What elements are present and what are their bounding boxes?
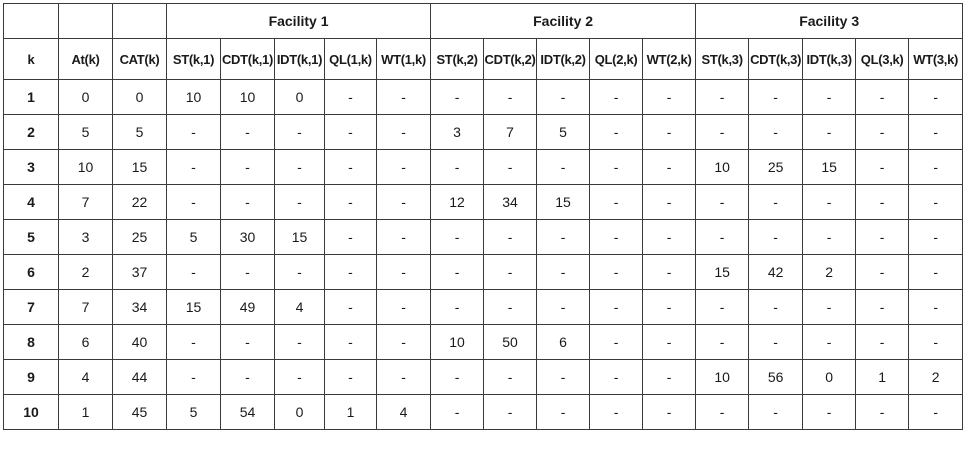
table-cell: - — [909, 115, 963, 150]
table-cell: - — [909, 255, 963, 290]
column-header: CDT(k,1) — [221, 39, 275, 80]
row-index-cell: 5 — [4, 220, 59, 255]
table-cell: - — [643, 220, 696, 255]
table-cell: - — [749, 325, 803, 360]
table-cell: 3 — [431, 115, 484, 150]
table-cell: 3 — [59, 220, 113, 255]
table-cell: - — [275, 325, 325, 360]
table-cell: - — [643, 80, 696, 115]
table-cell: - — [749, 290, 803, 325]
column-header: ST(k,2) — [431, 39, 484, 80]
row-index-cell: 10 — [4, 395, 59, 430]
table-cell: - — [484, 150, 537, 185]
table-cell: - — [431, 220, 484, 255]
table-cell: - — [537, 395, 590, 430]
table-cell: - — [431, 395, 484, 430]
table-cell: - — [803, 115, 856, 150]
table-cell: - — [325, 255, 377, 290]
table-cell: - — [431, 150, 484, 185]
table-cell: - — [377, 185, 431, 220]
table-cell: - — [590, 255, 643, 290]
table-cell: 1 — [325, 395, 377, 430]
table-cell: 2 — [803, 255, 856, 290]
table-cell: - — [484, 360, 537, 395]
table-cell: - — [221, 255, 275, 290]
table-cell: - — [537, 150, 590, 185]
table-cell: - — [909, 325, 963, 360]
group-header-facility-1: Facility 1 — [167, 4, 431, 39]
table-cell: - — [167, 185, 221, 220]
row-index-cell: 6 — [4, 255, 59, 290]
table-cell: - — [377, 255, 431, 290]
table-cell: 56 — [749, 360, 803, 395]
table-cell: - — [909, 395, 963, 430]
column-header: QL(2,k) — [590, 39, 643, 80]
table-cell: - — [856, 290, 909, 325]
table-row — [4, 220, 963, 255]
column-header-row — [4, 39, 963, 80]
row-index-cell: 4 — [4, 185, 59, 220]
table-cell: 5 — [167, 220, 221, 255]
column-header: ST(k,3) — [696, 39, 749, 80]
table-cell: - — [856, 185, 909, 220]
table-cell: - — [537, 290, 590, 325]
table-cell: - — [643, 360, 696, 395]
column-header: QL(3,k) — [856, 39, 909, 80]
column-header: WT(3,k) — [909, 39, 963, 80]
table-cell: - — [909, 80, 963, 115]
table-cell: - — [484, 255, 537, 290]
table-cell: - — [167, 360, 221, 395]
group-header-row — [4, 4, 963, 39]
table-cell: - — [325, 325, 377, 360]
table-cell: 45 — [113, 395, 167, 430]
table-cell: - — [749, 115, 803, 150]
table-cell: - — [484, 220, 537, 255]
table-cell: 7 — [484, 115, 537, 150]
table-row — [4, 80, 963, 115]
column-header: CDT(k,2) — [484, 39, 537, 80]
table-cell: - — [856, 395, 909, 430]
table-cell: - — [590, 290, 643, 325]
table-cell: - — [275, 255, 325, 290]
table-cell: - — [696, 395, 749, 430]
table-cell: 10 — [59, 150, 113, 185]
table-cell: - — [856, 150, 909, 185]
table-cell: 40 — [113, 325, 167, 360]
column-header: CDT(k,3) — [749, 39, 803, 80]
table-cell: - — [590, 395, 643, 430]
table-cell: - — [377, 325, 431, 360]
table-cell: - — [325, 185, 377, 220]
table-cell: - — [377, 115, 431, 150]
table-cell: - — [325, 360, 377, 395]
table-cell: - — [167, 325, 221, 360]
empty-header-cell — [4, 4, 59, 39]
table-cell: - — [856, 220, 909, 255]
table-row — [4, 325, 963, 360]
row-index-cell: 8 — [4, 325, 59, 360]
table-cell: 0 — [113, 80, 167, 115]
table-cell: 44 — [113, 360, 167, 395]
empty-header-cell — [113, 4, 167, 39]
table-cell: 5 — [167, 395, 221, 430]
table-cell: 15 — [696, 255, 749, 290]
table-cell: - — [643, 255, 696, 290]
empty-header-cell — [59, 4, 113, 39]
table-cell: - — [696, 115, 749, 150]
column-header: IDT(k,1) — [275, 39, 325, 80]
table-cell: - — [643, 185, 696, 220]
table-cell: - — [537, 360, 590, 395]
table-cell: - — [484, 80, 537, 115]
table-cell: - — [909, 220, 963, 255]
column-header: CAT(k) — [113, 39, 167, 80]
table-cell: - — [590, 80, 643, 115]
column-header: WT(1,k) — [377, 39, 431, 80]
table-cell: 10 — [431, 325, 484, 360]
table-cell: 25 — [113, 220, 167, 255]
table-cell: - — [643, 115, 696, 150]
table-cell: - — [749, 185, 803, 220]
table-cell: - — [325, 115, 377, 150]
table-cell: 2 — [909, 360, 963, 395]
table-cell: 34 — [113, 290, 167, 325]
table-row — [4, 290, 963, 325]
table-cell: - — [856, 255, 909, 290]
table-cell: - — [590, 150, 643, 185]
table-row — [4, 150, 963, 185]
table-cell: 7 — [59, 185, 113, 220]
table-cell: - — [167, 255, 221, 290]
column-header: WT(2,k) — [643, 39, 696, 80]
simulation-table — [3, 3, 963, 430]
table-cell: - — [696, 185, 749, 220]
table-cell: - — [275, 150, 325, 185]
table-cell: - — [696, 325, 749, 360]
table-cell: 0 — [59, 80, 113, 115]
table-cell: 12 — [431, 185, 484, 220]
table-cell: - — [643, 150, 696, 185]
table-cell: - — [221, 115, 275, 150]
column-header: IDT(k,3) — [803, 39, 856, 80]
table-cell: - — [590, 220, 643, 255]
table-cell: 22 — [113, 185, 167, 220]
table-cell: - — [696, 290, 749, 325]
table-cell: 10 — [167, 80, 221, 115]
table-cell: - — [856, 80, 909, 115]
table-cell: - — [643, 325, 696, 360]
table-cell: - — [590, 360, 643, 395]
group-header-facility-2: Facility 2 — [431, 4, 696, 39]
table-cell: - — [167, 115, 221, 150]
column-header: QL(1,k) — [325, 39, 377, 80]
table-cell: 37 — [113, 255, 167, 290]
table-cell: - — [431, 290, 484, 325]
table-cell: - — [431, 255, 484, 290]
table-cell: 15 — [275, 220, 325, 255]
table-cell: 15 — [803, 150, 856, 185]
table-cell: - — [803, 290, 856, 325]
table-cell: - — [221, 325, 275, 360]
table-cell: 5 — [537, 115, 590, 150]
table-cell: 54 — [221, 395, 275, 430]
table-cell: - — [909, 150, 963, 185]
table-cell: - — [643, 290, 696, 325]
table-cell: 50 — [484, 325, 537, 360]
table-cell: - — [803, 395, 856, 430]
table-cell: 10 — [696, 150, 749, 185]
table-cell: - — [325, 220, 377, 255]
table-cell: - — [275, 360, 325, 395]
table-cell: - — [377, 290, 431, 325]
table-row — [4, 185, 963, 220]
group-header-facility-3: Facility 3 — [696, 4, 963, 39]
table-cell: 7 — [59, 290, 113, 325]
table-cell: - — [325, 150, 377, 185]
table-cell: - — [590, 325, 643, 360]
table-cell: - — [221, 185, 275, 220]
table-cell: - — [537, 80, 590, 115]
table-cell: 15 — [537, 185, 590, 220]
table-cell: - — [590, 185, 643, 220]
table-cell: 25 — [749, 150, 803, 185]
table-cell: - — [696, 220, 749, 255]
table-cell: - — [484, 395, 537, 430]
table-cell: - — [275, 185, 325, 220]
table-cell: 49 — [221, 290, 275, 325]
table-cell: 1 — [59, 395, 113, 430]
table-cell: - — [484, 290, 537, 325]
table-row — [4, 115, 963, 150]
table-cell: - — [590, 115, 643, 150]
table-cell: 5 — [59, 115, 113, 150]
row-index-cell: 3 — [4, 150, 59, 185]
table-cell: - — [221, 150, 275, 185]
table-cell: - — [167, 150, 221, 185]
table-cell: - — [749, 220, 803, 255]
table-cell: 10 — [221, 80, 275, 115]
table-cell: 42 — [749, 255, 803, 290]
table-cell: - — [377, 80, 431, 115]
table-cell: - — [325, 80, 377, 115]
table-cell: - — [803, 220, 856, 255]
table-cell: - — [856, 115, 909, 150]
column-header: At(k) — [59, 39, 113, 80]
column-header: ST(k,1) — [167, 39, 221, 80]
table-cell: 4 — [377, 395, 431, 430]
table-row — [4, 395, 963, 430]
table-cell: 4 — [59, 360, 113, 395]
table-cell: - — [377, 220, 431, 255]
table-row — [4, 360, 963, 395]
table-cell: - — [803, 185, 856, 220]
table-cell: - — [856, 325, 909, 360]
table-cell: 6 — [537, 325, 590, 360]
table-cell: - — [909, 290, 963, 325]
table-cell: - — [431, 80, 484, 115]
table-cell: - — [696, 80, 749, 115]
table-cell: - — [909, 185, 963, 220]
table-cell: - — [537, 220, 590, 255]
table-cell: 4 — [275, 290, 325, 325]
table-cell: - — [377, 150, 431, 185]
table-cell: - — [325, 290, 377, 325]
row-index-cell: 1 — [4, 80, 59, 115]
table-body — [4, 80, 963, 430]
column-header: IDT(k,2) — [537, 39, 590, 80]
table-row — [4, 255, 963, 290]
table-cell: - — [803, 325, 856, 360]
table-cell: 30 — [221, 220, 275, 255]
table-cell: 0 — [803, 360, 856, 395]
column-header: k — [4, 39, 59, 80]
table-cell: 6 — [59, 325, 113, 360]
table-cell: - — [431, 360, 484, 395]
table-cell: 10 — [696, 360, 749, 395]
table-cell: 34 — [484, 185, 537, 220]
table-cell: - — [275, 115, 325, 150]
table-cell: 0 — [275, 395, 325, 430]
table-cell: 15 — [113, 150, 167, 185]
row-index-cell: 9 — [4, 360, 59, 395]
table-cell: 15 — [167, 290, 221, 325]
table-cell: - — [643, 395, 696, 430]
table-cell: 1 — [856, 360, 909, 395]
table-cell: 0 — [275, 80, 325, 115]
table-cell: 5 — [113, 115, 167, 150]
table-cell: - — [221, 360, 275, 395]
table-cell: - — [377, 360, 431, 395]
table-cell: 2 — [59, 255, 113, 290]
table-cell: - — [537, 255, 590, 290]
row-index-cell: 2 — [4, 115, 59, 150]
row-index-cell: 7 — [4, 290, 59, 325]
table-cell: - — [803, 80, 856, 115]
table-cell: - — [749, 80, 803, 115]
table-cell: - — [749, 395, 803, 430]
